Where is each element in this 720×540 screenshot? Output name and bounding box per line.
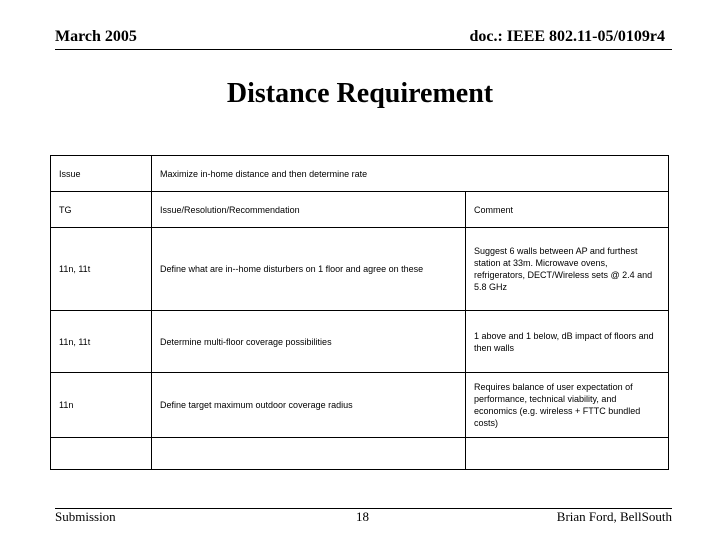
table-row-header [51, 192, 669, 228]
comment-cell: 1 above and 1 below, dB impact of floors and then walls [466, 311, 669, 373]
issue-cell: Define what are in--home disturbers on 1 floor and agree on these [152, 228, 466, 311]
footer-submission: Submission [55, 509, 116, 524]
footer-author: Brian Ford, BellSouth [556, 509, 672, 524]
comment-cell: Suggest 6 walls between AP and furthest station at 33m. Microwave ovens, refrigerators, DECT/Wireless sets @ 2.4 and 5.8 GHz [466, 228, 669, 311]
footer-page-number: 18 [356, 509, 369, 524]
issue-label-cell: Issue [51, 156, 152, 192]
comment-cell [466, 438, 669, 470]
tg-cell: 11n, 11t [51, 228, 152, 311]
header-date: March 2005 [55, 28, 137, 45]
requirements-table [50, 155, 669, 470]
tg-cell: 11n, 11t [51, 311, 152, 373]
column-header-comment: Comment [466, 192, 669, 228]
issue-value-cell: Maximize in-home distance and then determine rate [152, 156, 669, 192]
issue-cell: Define target maximum outdoor coverage radius [152, 373, 466, 438]
column-header-issue-resolution: Issue/Resolution/Recommendation [152, 192, 466, 228]
tg-cell [51, 438, 152, 470]
table-row-empty [51, 438, 669, 470]
header-rule [55, 49, 672, 50]
table-row [51, 311, 669, 373]
comment-cell: Requires balance of user expectation of performance, technical viability, and economics (e.g. wireless + FTTC bundled costs) [466, 373, 669, 438]
header-doc-id: doc.: IEEE 802.11-05/0109r4 [469, 28, 665, 45]
issue-cell [152, 438, 466, 470]
column-header-tg: TG [51, 192, 152, 228]
table-row-issue [51, 156, 669, 192]
table-row [51, 228, 669, 311]
slide-title: Distance Requirement [226, 78, 494, 109]
table-row [51, 373, 669, 438]
tg-cell: 11n [51, 373, 152, 438]
issue-cell: Determine multi-floor coverage possibilities [152, 311, 466, 373]
